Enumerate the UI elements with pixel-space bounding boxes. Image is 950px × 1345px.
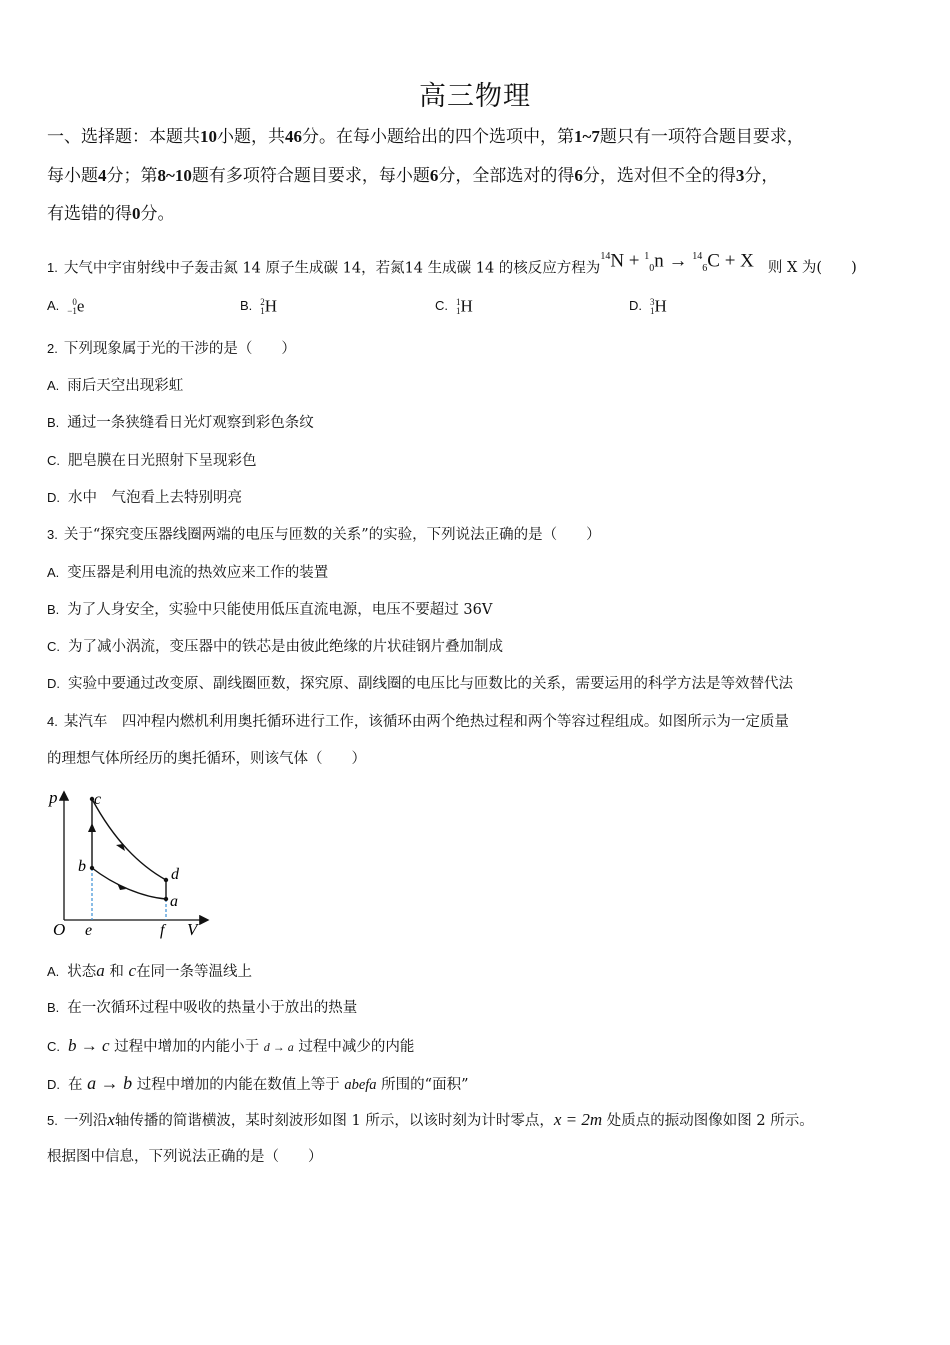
question-2-option-c[interactable]: C. 肥皂膜在日光照射下呈现彩色: [47, 453, 257, 469]
axis-label-p: p: [49, 788, 58, 807]
page-title: 高三物理: [419, 81, 531, 112]
label-a: a: [170, 893, 178, 910]
question-4-stem-line-2: 的理想气体所经历的奥托循环，则该气体（ ）: [47, 751, 366, 767]
question-2-option-a[interactable]: A. 雨后天空出现彩虹: [47, 378, 184, 394]
question-2-stem: 2. 下列现象属于光的干涉的是（ ）: [47, 341, 296, 357]
point-a: [164, 897, 168, 901]
question-3-stem: 3. 关于“探究变压器线圈两端的电压与匝数的关系”的实验，下列说法正确的是（ ）: [47, 527, 601, 543]
label-c: c: [94, 791, 102, 808]
a-to-b-arrow: [117, 883, 126, 890]
point-b: [90, 866, 94, 870]
question-1-option-b[interactable]: B. 2 1 H: [240, 296, 278, 316]
c-to-d-adiabat: [92, 799, 166, 880]
question-2-option-b[interactable]: B. 通过一条狭缝看日光灯观察到彩色条纹: [47, 415, 314, 431]
axis-label-v: V: [187, 920, 198, 939]
question-1-option-d[interactable]: D. 3 1 H: [629, 296, 667, 316]
question-4-option-d[interactable]: D. 在 a → b 过程中增加的内能在数值上等于 abefa 所围的“面积”: [47, 1073, 469, 1093]
question-1-option-a[interactable]: A. 0 −1 e: [47, 296, 85, 316]
question-1-option-c[interactable]: C. 1 1 H: [435, 296, 473, 316]
otto-cycle-pv-diagram: [44, 785, 214, 940]
label-e: e: [85, 922, 93, 939]
label-d: d: [171, 866, 179, 883]
question-3-option-c[interactable]: C. 为了减小涡流，变压器中的铁芯是由彼此绝缘的片状硅钢片叠加制成: [47, 639, 503, 655]
question-4-option-a[interactable]: A. 状态a 和 c在同一条等温线上: [47, 961, 253, 980]
section-intro-line-2: 每小题4分；第8~10题有多项符合题目要求，每小题6分，全部选对的得6分，选对但不全的得3分，: [47, 166, 779, 186]
section-intro-line-3: 有选错的得0分。: [47, 204, 175, 224]
question-5-stem-line-2: 根据图中信息，下列说法正确的是（ ）: [47, 1149, 323, 1165]
question-4-stem-line-1: 4. 某汽车 四冲程内燃机利用奥托循环进行工作，该循环由两个绝热过程和两个等容过程组成。如图所示为一定质量: [47, 714, 789, 730]
question-3-option-a[interactable]: A. 变压器是利用电流的热效应来工作的装置: [47, 565, 329, 581]
question-1-stem: 1. 大气中宇宙射线中子轰击氮 14 原子生成碳 14，若氮14 生成碳 14 的核反应方程为$^{14}$N + $^1_0$n → $^{14}_6$C + X 则 X 为( ): [47, 253, 857, 285]
nuclear-equation: $^{14}$N + $^1_0$n → $^{14}_6$C + X: [600, 250, 754, 275]
label-b: b: [78, 858, 86, 875]
point-d: [164, 878, 168, 882]
question-2-option-d[interactable]: D. 水中 气泡看上去特别明亮: [47, 490, 242, 506]
origin-label: O: [53, 920, 66, 939]
question-5-stem-line-1: 5. 一列沿x轴传播的简谐横波，某时刻波形如图 1 所示，以该时刻为计时零点，x = 2m 处质点的振动图像如图 2 所示。: [47, 1110, 814, 1129]
b-to-c-arrow: [88, 823, 96, 832]
question-3-option-b[interactable]: B. 为了人身安全，实验中只能使用低压直流电源，电压不要超过 36V: [47, 602, 493, 618]
question-4-option-c[interactable]: C. b → c 过程中增加的内能小于 d → a 过程中减少的内能: [47, 1036, 415, 1055]
label-f: f: [160, 922, 165, 939]
question-3-option-d[interactable]: D. 实验中要通过改变原、副线圈匝数，探究原、副线圈的电压比与匝数比的关系，需要运用的科学方法是等效替代法: [47, 676, 793, 692]
section-intro-line-1: 一、选择题：本题共10小题，共46分。在每小题给出的四个选项中，第1~7题只有一项符合题目要求，: [47, 127, 804, 147]
question-4-option-b[interactable]: B. 在一次循环过程中吸收的热量小于放出的热量: [47, 1000, 358, 1016]
